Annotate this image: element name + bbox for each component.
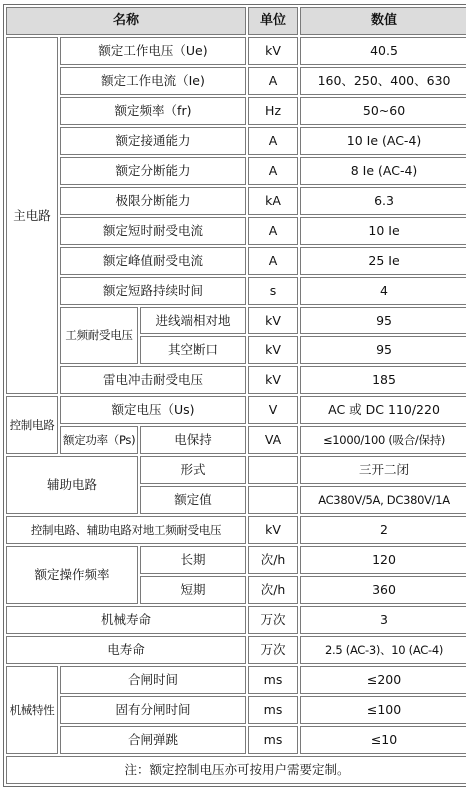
row-name: 额定电压（Us) bbox=[60, 396, 246, 424]
row-unit: s bbox=[248, 277, 298, 305]
row-name: 机械寿命 bbox=[6, 606, 246, 634]
table-note-row bbox=[6, 756, 466, 784]
row-name: 额定频率（fr) bbox=[60, 97, 246, 125]
row-value: ≤100 bbox=[300, 696, 466, 724]
row-unit: ms bbox=[248, 666, 298, 694]
row-value: AC 或 DC 110/220 bbox=[300, 396, 466, 424]
row-sub-name: 电保持 bbox=[140, 426, 246, 454]
row-unit: kV bbox=[248, 516, 298, 544]
table-row bbox=[6, 546, 466, 574]
table-row bbox=[6, 606, 466, 634]
row-value: 2.5 (AC-3)、10 (AC-4) bbox=[300, 636, 466, 664]
row-unit: VA bbox=[248, 426, 298, 454]
row-unit: ms bbox=[248, 726, 298, 754]
table-row bbox=[6, 636, 466, 664]
row-name: 其空断口 bbox=[140, 336, 246, 364]
row-unit: A bbox=[248, 247, 298, 275]
row-name: 短期 bbox=[140, 576, 246, 604]
table-row bbox=[6, 217, 466, 245]
subgroup-power-frequency-withstand: 工频耐受电压 bbox=[60, 307, 138, 365]
row-name: 合闸弹跳 bbox=[60, 726, 246, 754]
row-name: 进线端相对地 bbox=[140, 307, 246, 335]
table-row bbox=[6, 666, 466, 694]
row-unit: 次/h bbox=[248, 576, 298, 604]
row-value: 95 bbox=[300, 307, 466, 335]
row-name: 额定工作电压（Ue) bbox=[60, 37, 246, 65]
row-unit: kV bbox=[248, 366, 298, 394]
row-value: 95 bbox=[300, 336, 466, 364]
table-row bbox=[6, 307, 466, 335]
row-value: 2 bbox=[300, 516, 466, 544]
row-name: 额定短路持续时间 bbox=[60, 277, 246, 305]
header-value: 数值 bbox=[300, 7, 466, 35]
table-header-row bbox=[6, 7, 466, 35]
row-name: 额定功率（Ps) bbox=[60, 426, 138, 454]
group-auxiliary-circuit: 辅助电路 bbox=[6, 456, 138, 514]
row-unit: A bbox=[248, 157, 298, 185]
table-row bbox=[6, 247, 466, 275]
row-name: 雷电冲击耐受电压 bbox=[60, 366, 246, 394]
row-value: 360 bbox=[300, 576, 466, 604]
table-row bbox=[6, 456, 466, 484]
row-unit: 次/h bbox=[248, 546, 298, 574]
header-unit: 单位 bbox=[248, 7, 298, 35]
row-value: 50~60 bbox=[300, 97, 466, 125]
row-name: 额定短时耐受电流 bbox=[60, 217, 246, 245]
row-unit bbox=[248, 486, 298, 514]
row-name: 额定分断能力 bbox=[60, 157, 246, 185]
table-row bbox=[6, 366, 466, 394]
group-rated-operating-frequency: 额定操作频率 bbox=[6, 546, 138, 604]
row-name: 电寿命 bbox=[6, 636, 246, 664]
row-name: 极限分断能力 bbox=[60, 187, 246, 215]
row-name: 固有分闸时间 bbox=[60, 696, 246, 724]
row-value: 三开二闭 bbox=[300, 456, 466, 484]
row-name: 额定接通能力 bbox=[60, 127, 246, 155]
row-unit bbox=[248, 456, 298, 484]
row-name: 额定值 bbox=[140, 486, 246, 514]
table-row bbox=[6, 396, 466, 424]
group-mechanical-characteristics: 机械特性 bbox=[6, 666, 58, 754]
table-row bbox=[6, 426, 466, 454]
table-row bbox=[6, 97, 466, 125]
row-name: 额定峰值耐受电流 bbox=[60, 247, 246, 275]
row-value: 40.5 bbox=[300, 37, 466, 65]
group-main-circuit: 主电路 bbox=[6, 37, 58, 394]
table-row bbox=[6, 516, 466, 544]
row-unit: A bbox=[248, 67, 298, 95]
table-row bbox=[6, 127, 466, 155]
row-unit: V bbox=[248, 396, 298, 424]
spec-table-container bbox=[3, 4, 463, 787]
row-unit: 万次 bbox=[248, 636, 298, 664]
table-row bbox=[6, 67, 466, 95]
row-value: ≤200 bbox=[300, 666, 466, 694]
row-value: 160、250、400、630 bbox=[300, 67, 466, 95]
row-value: 185 bbox=[300, 366, 466, 394]
table-row bbox=[6, 696, 466, 724]
row-unit: Hz bbox=[248, 97, 298, 125]
row-unit: ms bbox=[248, 696, 298, 724]
row-value: 4 bbox=[300, 277, 466, 305]
row-value: ≤1000/100 (吸合/保持) bbox=[300, 426, 466, 454]
table-row bbox=[6, 37, 466, 65]
group-control-circuit: 控制电路 bbox=[6, 396, 58, 454]
row-unit: 万次 bbox=[248, 606, 298, 634]
row-unit: kV bbox=[248, 37, 298, 65]
table-note: 注：额定控制电压亦可按用户需要定制。 bbox=[6, 756, 466, 784]
row-unit: A bbox=[248, 127, 298, 155]
table-row bbox=[6, 157, 466, 185]
row-name: 形式 bbox=[140, 456, 246, 484]
table-row bbox=[6, 726, 466, 754]
row-unit: kV bbox=[248, 336, 298, 364]
row-name: 控制电路、辅助电路对地工频耐受电压 bbox=[6, 516, 246, 544]
header-name: 名称 bbox=[6, 7, 246, 35]
table-row bbox=[6, 277, 466, 305]
row-value: 120 bbox=[300, 546, 466, 574]
row-value: 6.3 bbox=[300, 187, 466, 215]
row-value: 8 Ie (AC-4) bbox=[300, 157, 466, 185]
row-name: 长期 bbox=[140, 546, 246, 574]
row-value: 25 Ie bbox=[300, 247, 466, 275]
row-value: ≤10 bbox=[300, 726, 466, 754]
row-name: 额定工作电流（Ie) bbox=[60, 67, 246, 95]
row-unit: kV bbox=[248, 307, 298, 335]
row-value: AC380V/5A, DC380V/1A bbox=[300, 486, 466, 514]
row-unit: kA bbox=[248, 187, 298, 215]
table-row bbox=[6, 187, 466, 215]
row-unit: A bbox=[248, 217, 298, 245]
row-value: 10 Ie bbox=[300, 217, 466, 245]
row-value: 3 bbox=[300, 606, 466, 634]
row-name: 合闸时间 bbox=[60, 666, 246, 694]
row-value: 10 Ie (AC-4) bbox=[300, 127, 466, 155]
spec-table bbox=[3, 4, 466, 787]
